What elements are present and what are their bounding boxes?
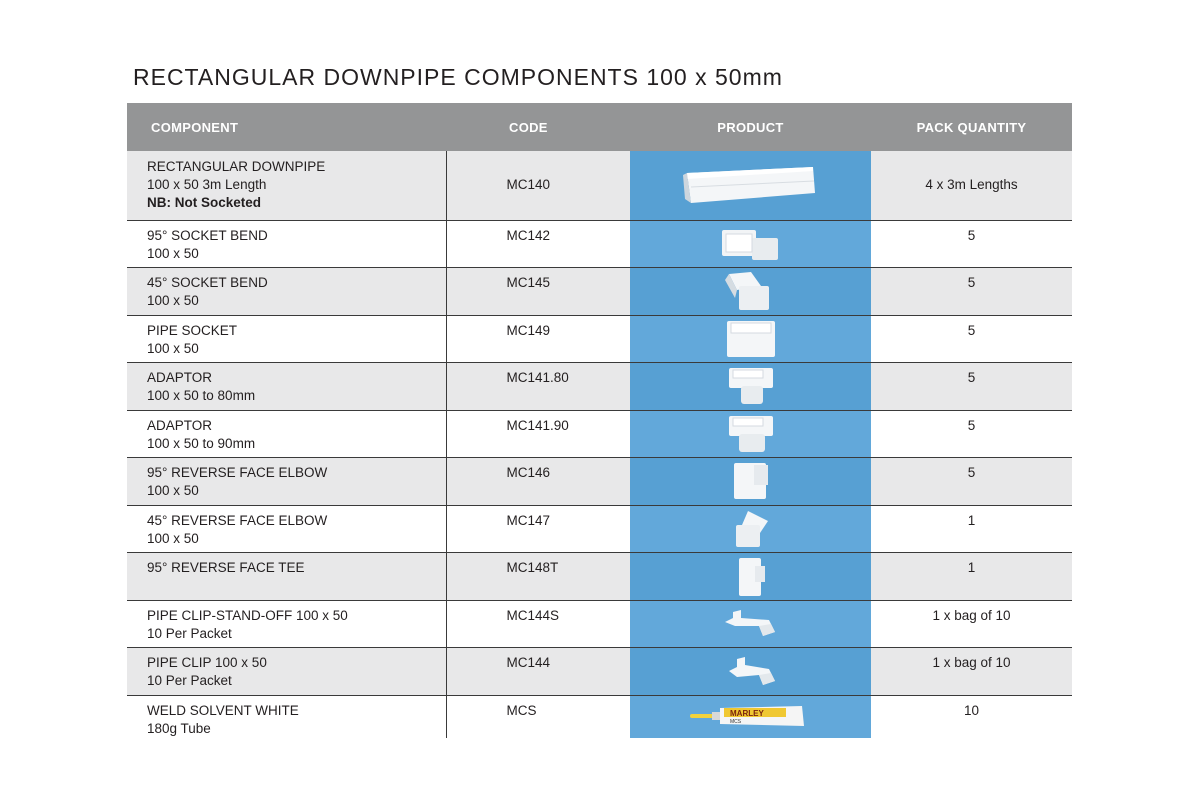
- tube-code-label: MCS: [729, 718, 741, 725]
- pack-cell: 4 x 3m Lengths: [871, 151, 1072, 220]
- tube-brand-label: MARLEY: [729, 708, 764, 718]
- component-size: 100 x 50 to 80mm: [147, 387, 256, 403]
- component-name: PIPE CLIP-STAND-OFF 100 x 50: [147, 607, 348, 623]
- socket-bend-95-icon: [716, 224, 786, 264]
- product-cell: [630, 695, 871, 738]
- pack-cell: 5: [871, 410, 1072, 457]
- product-cell: [630, 315, 871, 362]
- code-cell: MC142: [446, 220, 630, 267]
- table-row: [127, 505, 1072, 552]
- pack-cell: 1 x bag of 10: [871, 647, 1072, 695]
- table-row: [127, 410, 1072, 457]
- component-name: RECTANGULAR DOWNPIPE: [147, 159, 326, 175]
- table-row: [127, 151, 1072, 220]
- pack-cell: 5: [871, 220, 1072, 267]
- component-size: 100 x 50: [147, 482, 199, 498]
- pack-cell: 10: [871, 695, 1072, 738]
- header-code: CODE: [446, 103, 630, 151]
- component-name: PIPE CLIP 100 x 50: [147, 654, 267, 670]
- component-size: 10 Per Packet: [147, 625, 232, 641]
- product-cell: [630, 647, 871, 695]
- component-cell: [127, 151, 446, 220]
- component-size: 100 x 50: [147, 245, 199, 261]
- product-cell: [630, 267, 871, 315]
- adaptor-90-icon: [723, 412, 779, 456]
- downpipe-length-icon: [681, 163, 821, 207]
- code-cell: MC147: [446, 505, 630, 552]
- component-name: 95° REVERSE FACE ELBOW: [147, 464, 328, 480]
- component-name: 45° SOCKET BEND: [147, 274, 268, 290]
- code-cell: MCS: [446, 695, 630, 738]
- components-table: [127, 103, 1072, 738]
- code-cell: MC144: [446, 647, 630, 695]
- component-cell: [127, 505, 446, 552]
- pack-cell: 1 x bag of 10: [871, 600, 1072, 647]
- table-row: [127, 552, 1072, 600]
- pack-cell: 5: [871, 457, 1072, 505]
- component-size: 180g Tube: [147, 720, 211, 736]
- code-cell: MC145: [446, 267, 630, 315]
- component-cell: [127, 457, 446, 505]
- product-cell: [630, 362, 871, 410]
- component-size: 100 x 50 3m Length: [147, 177, 267, 193]
- pack-cell: 5: [871, 315, 1072, 362]
- component-name: ADAPTOR: [147, 369, 213, 385]
- component-name: WELD SOLVENT WHITE: [147, 702, 299, 718]
- table-row: [127, 267, 1072, 315]
- product-cell: [630, 505, 871, 552]
- solvent-tube-icon: [686, 702, 816, 732]
- component-name: 45° REVERSE FACE ELBOW: [147, 512, 328, 528]
- component-name: 95° REVERSE FACE TEE: [147, 559, 305, 575]
- component-size: 100 x 50: [147, 530, 199, 546]
- table-row: [127, 695, 1072, 738]
- component-cell: [127, 600, 446, 647]
- product-cell: [630, 410, 871, 457]
- socket-bend-45-icon: [721, 268, 781, 314]
- page-title: RECTANGULAR DOWNPIPE COMPONENTS 100 x 50mm: [133, 64, 783, 90]
- component-cell: [127, 552, 446, 600]
- code-cell: MC141.90: [446, 410, 630, 457]
- component-note: NB: Not Socketed: [147, 195, 262, 211]
- component-cell: [127, 647, 446, 695]
- product-cell: [630, 457, 871, 505]
- pack-cell: 1: [871, 505, 1072, 552]
- component-cell: [127, 267, 446, 315]
- code-cell: MC149: [446, 315, 630, 362]
- component-name: ADAPTOR: [147, 417, 213, 433]
- header-product: PRODUCT: [630, 103, 871, 151]
- component-size: 100 x 50: [147, 292, 199, 308]
- pack-cell: 5: [871, 267, 1072, 315]
- reverse-elbow-95-icon: [726, 459, 776, 503]
- product-cell: [630, 552, 871, 600]
- product-cell: [630, 600, 871, 647]
- reverse-tee-icon: [731, 554, 771, 598]
- product-cell: [630, 220, 871, 267]
- code-cell: MC144S: [446, 600, 630, 647]
- table-row: [127, 600, 1072, 647]
- component-cell: [127, 695, 446, 738]
- pack-cell: 1: [871, 552, 1072, 600]
- component-size: 100 x 50: [147, 340, 199, 356]
- table-row: [127, 647, 1072, 695]
- code-cell: MC148T: [446, 552, 630, 600]
- component-cell: [127, 220, 446, 267]
- header-pack-quantity: PACK QUANTITY: [871, 103, 1072, 151]
- adaptor-80-icon: [723, 364, 779, 408]
- pipe-clip-icon: [719, 651, 783, 691]
- component-cell: [127, 362, 446, 410]
- pipe-clip-standoff-icon: [719, 604, 783, 644]
- pipe-socket-icon: [721, 317, 781, 361]
- table-row: [127, 362, 1072, 410]
- table-row: [127, 457, 1072, 505]
- code-cell: MC141.80: [446, 362, 630, 410]
- table-header-row: [127, 103, 1072, 151]
- component-size: 100 x 50 to 90mm: [147, 435, 256, 451]
- component-cell: [127, 410, 446, 457]
- table-row: [127, 220, 1072, 267]
- reverse-elbow-45-icon: [726, 507, 776, 551]
- product-cell: [630, 151, 871, 220]
- component-cell: [127, 315, 446, 362]
- component-name: 95° SOCKET BEND: [147, 227, 268, 243]
- code-cell: MC146: [446, 457, 630, 505]
- component-size: 10 Per Packet: [147, 672, 232, 688]
- component-name: PIPE SOCKET: [147, 322, 238, 338]
- pack-cell: 5: [871, 362, 1072, 410]
- table-row: [127, 315, 1072, 362]
- header-component: COMPONENT: [127, 103, 446, 151]
- code-cell: MC140: [446, 151, 630, 220]
